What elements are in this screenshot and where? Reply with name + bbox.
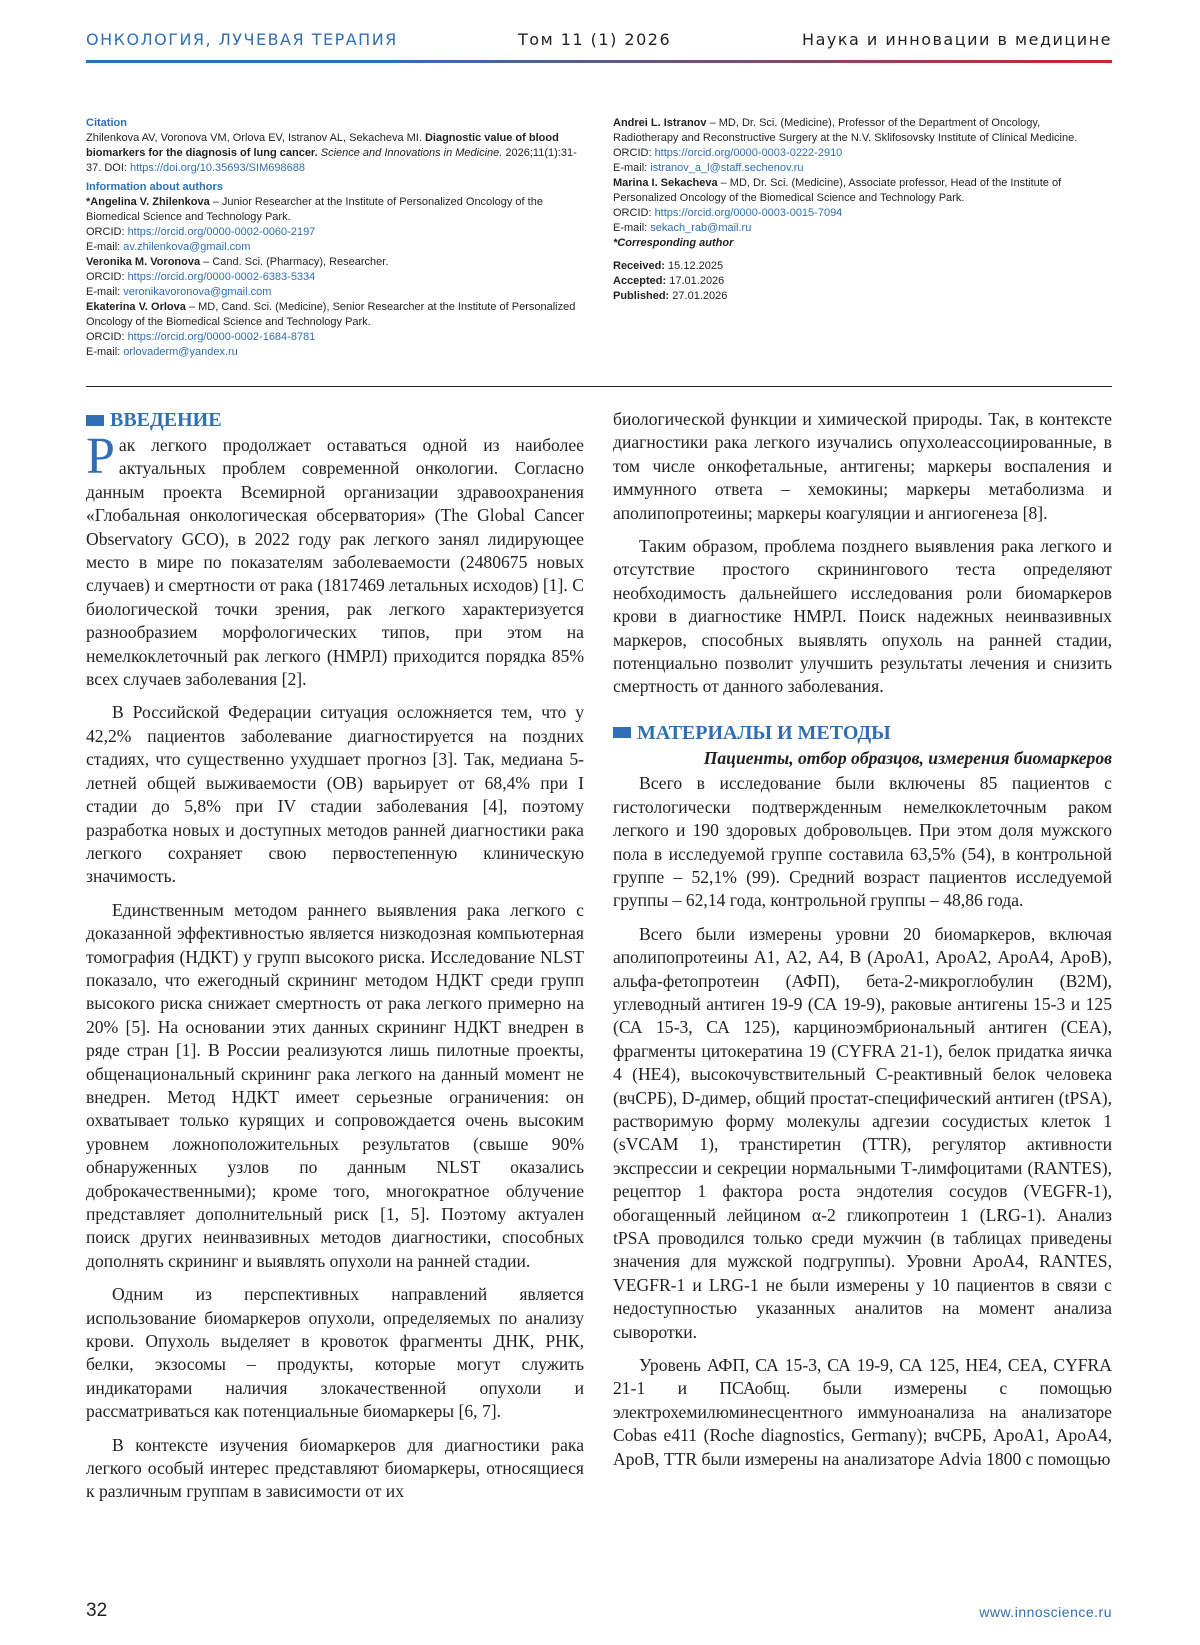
author-entry: Veronika M. Voronova – Cand. Sci. (Pharmacy), Researcher. ORCID: https://orcid.org/0000-0002-6383-5334 E-mail: veronikavoronova@gmail.com — [86, 256, 389, 298]
page-number: 32 — [86, 1600, 108, 1621]
paragraph: Одним из перспективных направлений является использование биомаркеров опухоли, определяемых по анализу крови. Опухоль выделяет в кровоток фрагменты ДНК, РНК, белки, экзосомы – продукты, которые могут служить индикаторами наличия злокачественной опухоли и рассматриваться как потенциальные биомаркеры [6, 7]. — [86, 1284, 584, 1422]
paragraph: Всего в исследование были включены 85 пациентов с гистологически подтвержденным немелкоклеточным раком легкого и 190 здоровых добровольцев. При этом доля мужского пола в исследуемой группе составила 63,5% (54), в контрольной группе – 52,1% (99). Средний возраст пациентов исследуемой группы – 62,14 года, контрольной группы – 48,86 года. — [613, 773, 1112, 911]
section-marker-icon — [86, 415, 104, 426]
citation-block — [86, 116, 586, 360]
email-link[interactable]: av.zhilenkova@gmail.com — [123, 241, 251, 253]
website-link[interactable]: www.innoscience.ru — [979, 1604, 1112, 1620]
authors-heading: Information about authors — [86, 181, 223, 193]
email-link[interactable]: sekach_rab@mail.ru — [650, 222, 752, 234]
accepted-date: Accepted: 17.01.2026 — [613, 275, 725, 287]
received-date: Received: 15.12.2025 — [613, 260, 724, 272]
orcid-link[interactable]: https://orcid.org/0000-0003-0015-7094 — [654, 207, 843, 219]
section-marker-icon — [613, 727, 631, 738]
email-link[interactable]: orlovaderm@yandex.ru — [123, 346, 238, 358]
doi-link[interactable]: https://doi.org/10.35693/SIM698688 — [130, 162, 305, 174]
paragraph: Единственным методом раннего выявления рака легкого с доказанной эффективностью является низкодозная компьютерная томография (НДКТ) у групп высокого риска. Исследование NLST показало, что ежегодный скрининг методом НДКТ среди групп высокого риска снижает смертность от рака легкого примерно на 20% [5]. На основании этих данных скрининг НДКТ внедрен в ряде стран [1]. В России реализуются лишь пилотные проекты, общенациональный скрининг рака легкого на данный момент не внедрен. Метод НДКТ имеет серьезные ограничения: он охватывает только курящих и сопровождается очень высоким уровнем ложноположительных результатов (свыше 90% обнаруженных узлов по данным NLST оказались доброкачественными); кроме того, многократное облучение представляет дополнительный риск [1, 5]. Поэтому актуален поиск других неинвазивных методов диагностики, способных дополнять скрининг и выявлять опухоли на ранней стадии. — [86, 899, 584, 1271]
orcid-link[interactable]: https://orcid.org/0000-0003-0222-2910 — [654, 147, 843, 159]
email-link[interactable]: veronikavoronova@gmail.com — [123, 286, 272, 298]
author-entry: *Angelina V. Zhilenkova – Junior Researcher at the Institute of Personalized Oncology of the Biomedical Science and Technology Park. ORCID: https://orcid.org/0000-0002-0060-2197 E-mail: av.zhilenkova@gmail.com — [86, 196, 543, 253]
section-heading-methods: МАТЕРИАЛЫ И МЕТОДЫ — [613, 721, 1112, 745]
paragraph: В контексте изучения биомаркеров для диагностики рака легкого особый интерес представляют биомаркеры, относящиеся к различным группам в зависимости от их — [86, 1434, 584, 1502]
corresponding-note: *Corresponding author — [613, 237, 734, 249]
subsection-heading: Пациенты, отбор образцов, измерения биомаркеров — [703, 747, 1112, 768]
authors-block-right — [613, 116, 1083, 304]
published-date: Published: 27.01.2026 — [613, 290, 728, 302]
author-entry: Marina I. Sekacheva – MD, Dr. Sci. (Medicine), Associate professor, Head of the Institute of Personalized Oncology of the Biomedical Science and Technology Park. ORCID: https://orcid.org/0000-0003-0015-7094 E-mail: sekach_rab@mail.ru — [613, 177, 1062, 234]
email-link[interactable]: istranov_a_l@staff.sechenov.ru — [650, 162, 804, 174]
orcid-link[interactable]: https://orcid.org/0000-0002-6383-5334 — [127, 271, 316, 283]
drop-cap: Р — [86, 428, 115, 485]
orcid-link[interactable]: https://orcid.org/0000-0002-0060-2197 — [127, 226, 316, 238]
text-column-right — [613, 408, 1112, 1481]
text-column-left — [86, 408, 584, 1514]
citation-heading: Citation — [86, 117, 127, 129]
orcid-link[interactable]: https://orcid.org/0000-0002-1684-8781 — [127, 331, 316, 343]
section-heading-introduction: ВВЕДЕНИЕ — [86, 408, 584, 432]
citation-text: Zhilenkova AV, Voronova VM, Orlova EV, Istranov AL, Sekacheva MI. Diagnostic value of blood biomarkers for the diagnosis of lung cancer. Science and Innovations in Medicine. 2026;11(1):31-37. DOI: https://doi.org/10.35693/SIM698688 — [86, 132, 577, 174]
journal-name: Наука и инновации в медицине — [802, 30, 1112, 49]
author-entry: Ekaterina V. Orlova – MD, Cand. Sci. (Medicine), Senior Researcher at the Institute of Personalized Oncology of the Biomedical Science and Technology Park. ORCID: https://orcid.org/0000-0002-1684-8781 E-mail: orlovaderm@yandex.ru — [86, 301, 576, 358]
volume-issue: Том 11 (1) 2026 — [518, 30, 672, 49]
journal-section-title: ОНКОЛОГИЯ, ЛУЧЕВАЯ ТЕРАПИЯ — [86, 30, 398, 49]
section-divider — [86, 386, 1112, 387]
paragraph: В Российской Федерации ситуация осложняется тем, что у 42,2% пациентов заболевание диагностируется на поздних стадиях, что существенно ухудшает прогноз [3]. Так, медиана 5-летней общей выживаемости (ОВ) варьирует от 68,4% при I стадии до 5,8% при IV стадии заболевания [4], поэтому разработка новых и доступных методов ранней диагностики рака легкого сохраняет свою первостепенную клиническую значимость. — [86, 702, 584, 887]
paragraph: Рак легкого продолжает оставаться одной из наиболее актуальных проблем современной онкологии. Согласно данным проекта Всемирной организации здравоохранения «Глобальная онкологическая обсерватория» (The Global Cancer Observatory GCO), в 2022 году рак легкого занял лидирующее место в мире по показателям заболеваемости (2480675 новых случаев) и смертности от рака (1817469 летальных исходов) [1]. С биологической точки зрения, рак легкого характеризуется разнообразием морфологических типов, при этом на немелкоклеточный рак легкого (НМРЛ) приходится порядка 85% всех случаев заболевания [2]. — [86, 428, 584, 690]
paragraph: биологической функции и химической природы. Так, в контексте диагностики рака легкого изучались опухолеассоциированные, в том числе онкофетальные, антигены; маркеры воспаления и иммунного ответа – хемокины; маркеры метаболизма и аполипопротеины; маркеры коагуляции и ангиогенеза [8]. — [613, 409, 1112, 523]
paragraph: Всего были измерены уровни 20 биомаркеров, включая аполипопротеины А1, А2, А4, В (АроА1, АроА2, АроА4, АроВ), альфа-фетопротеин (АФП), бета-2-микроглобулин (В2М), углеводный антиген 19-9 (СА 19-9), раковые антигены 15-3 и 125 (СА 15-3, СА 125), карциноэмбриональный антиген (СЕА), фрагменты цитокератина 19 (CYFRA 21-1), белок придатка яичка 4 (НЕ4), высокочувствительный С-реактивный белок человека (вчСРБ), D-димер, общий простат-специфический антиген (tPSA), растворимую форму молекулы адгезии сосудистых клеток 1 (sVCAM 1), транстиретин (TTR), регулятор активности экспрессии и секреции нормальными Т-лимфоцитами (RANTES), рецептор 1 фактора роста эндотелия сосудов (VEGFR-1), обогащенный лейцином α-2 гликопротеин 1 (LRG-1). Анализ tPSA проводился только среди мужчин (в таблицах приведены значения для мужской подгруппы). Уровни АроА4, RANTES, VEGFR-1 и LRG-1 не были измерены у 10 пациентов в связи с недоступностью указанных аналитов на момент анализа сыворотки. — [613, 923, 1112, 1342]
paragraph: Уровень АФП, СА 15-3, СА 19-9, СА 125, НЕ4, СЕА, CYFRA 21-1 и ПСАобщ. были измерены с помощью электрохемилюминесцентного иммуноанализа на анализаторе Cobas e411 (Roche diagnostics, Germany); вчСРБ, АроА1, АроА4, АроВ, TTR были измерены на анализаторе Advia 1800 с помощью — [613, 1355, 1112, 1469]
author-entry: Andrei L. Istranov – MD, Dr. Sci. (Medicine), Professor of the Department of Oncology, Radiotherapy and Reconstructive Surgery at the N.V. Sklifosovsky Institute of Clinical Medicine. ORCID: https://orcid.org/0000-0003-0222-2910 E-mail: istranov_a_l@staff.sechenov.ru — [613, 117, 1078, 174]
header-rule — [86, 60, 1112, 63]
paragraph: Таким образом, проблема позднего выявления рака легкого и отсутствие простого скринингового теста определяют необходимость дальнейшего исследования роли биомаркеров крови в диагностике НМРЛ. Поиск надежных неинвазивных маркеров, способных выявлять опухоль на ранней стадии, потенциально позволит улучшить результаты лечения и снизить смертность от данного заболевания. — [613, 536, 1112, 697]
